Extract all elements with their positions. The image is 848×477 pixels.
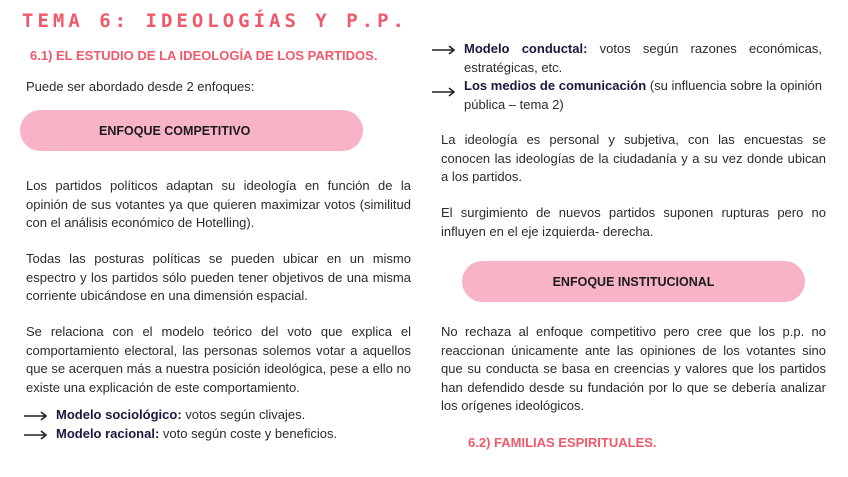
section-heading-6-1: 6.1) EL ESTUDIO DE LA IDEOLOGÍA DE LOS PARTIDOS. [30,48,378,63]
paragraph-ideologia: La ideología es personal y subjetiva, con las encuestas se conocen las ideologías de la ciudadanía y a su vez donde ubican a los partidos. [441,132,826,184]
bullet-term: Modelo racional: [56,426,160,441]
bullet-item [24,425,414,444]
arrow-right-icon [24,407,48,425]
bullet-item [432,77,822,114]
bullet-text: votos según razones económicas, estratégicas, etc. [464,41,822,75]
intro-text: Puede ser abordado desde 2 enfoques: [26,79,255,94]
bullet-item [24,406,414,425]
arrow-right-icon [432,41,456,59]
paragraph-competitivo-1: Los partidos políticos adaptan su ideología en función de la opinión de sus votantes ya que quieren maximizar votos (similitud con el análisis económico de Hotelling). [26,178,411,230]
page-title: TEMA 6: IDEOLOGÍAS Y P.P. [22,10,408,32]
bullet-term: Modelo sociológico: [56,407,182,422]
pill-enfoque-competitivo [20,110,363,151]
bullet-term: Los medios de comunicación [464,78,647,93]
pill-label: ENFOQUE COMPETITIVO [99,123,251,138]
bullet-item [432,40,822,77]
paragraph-nuevos-partidos: El surgimiento de nuevos partidos suponen rupturas pero no influyen en el eje izquierda- derecha. [441,205,826,239]
section-heading-6-2: 6.2) FAMILIAS ESPIRITUALES. [468,435,657,450]
pill-label: ENFOQUE INSTITUCIONAL [552,274,715,289]
pill-enfoque-institucional [462,261,805,302]
bullet-term: Modelo conductal: [464,41,588,56]
bullet-text: votos según clivajes. [181,407,306,422]
right-bullet-list [432,40,822,114]
bullet-text: (su influencia sobre la opinión pública – tema 2) [464,78,822,112]
arrow-right-icon [24,426,48,444]
paragraph-competitivo-2: Todas las posturas políticas se pueden ubicar en un mismo espectro y los partidos sólo pueden tener objetivos de una misma corriente ubicándose en una dimensión espacial. [26,251,411,303]
paragraph-competitivo-3: Se relaciona con el modelo teórico del voto que explica el comportamiento electoral, las personas solemos votar a aquellos que se acerquen más a nuestra posición ideológica, pese a ello no existe una explicación de este comportamiento. [26,324,411,395]
arrow-right-icon [432,83,456,101]
paragraph-institucional: No rechaza al enfoque competitivo pero cree que los p.p. no reaccionan únicamente ante las opiniones de los votantes sino que su conducta se basa en creencias y valores que los partidos han defendido desde su fundación por lo que se debería analizar los orígenes ideológicos. [441,324,826,413]
left-bullet-list [24,406,414,444]
bullet-text: voto según coste y beneficios. [159,426,338,441]
